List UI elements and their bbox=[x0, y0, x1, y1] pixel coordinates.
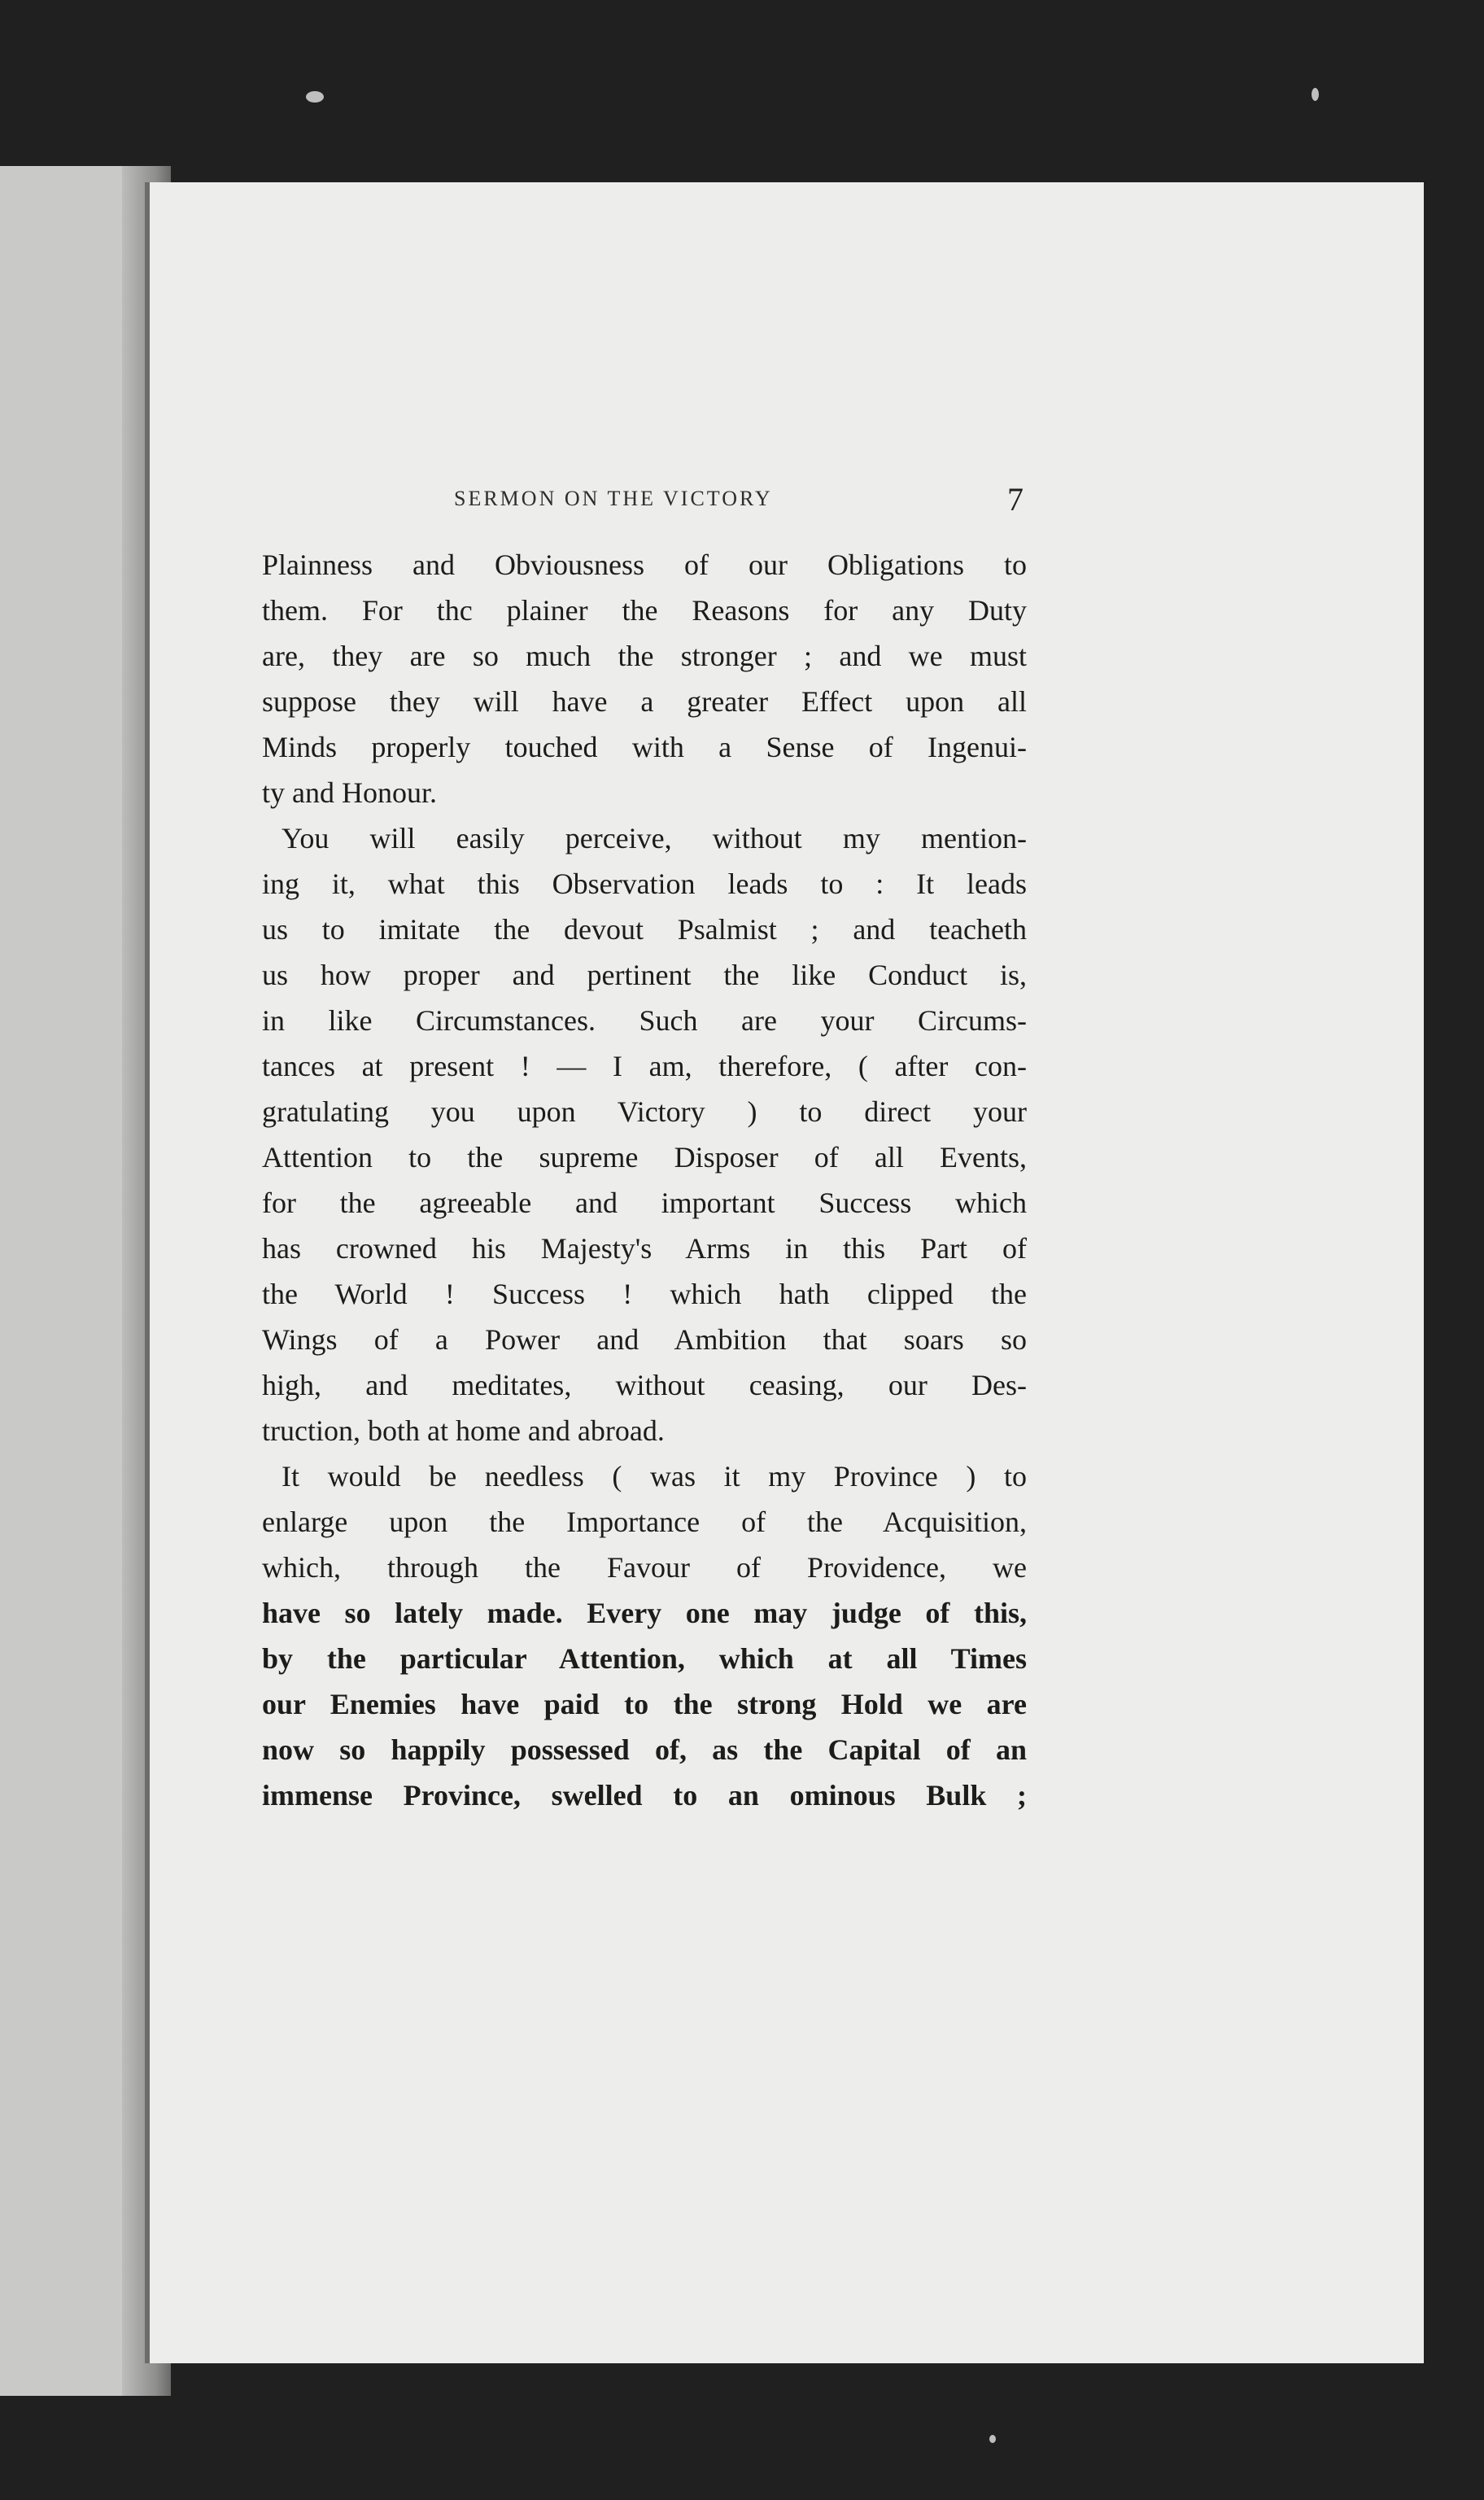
text-line: Plainness and Obviousness of our Obligations to bbox=[262, 549, 1027, 581]
text-line: by the particular Attention, which at all Times bbox=[262, 1642, 1027, 1675]
text-line: are, they are so much the stronger ; and we must bbox=[262, 640, 1027, 672]
text-line: enlarge upon the Importance of the Acquisition, bbox=[262, 1506, 1027, 1538]
text-line: suppose they will have a greater Effect upon all bbox=[262, 685, 1027, 718]
text-line: immense Province, swelled to an ominous Bulk ; bbox=[262, 1779, 1027, 1812]
text-line: in like Circumstances. Such are your Circums- bbox=[262, 1004, 1027, 1037]
text-line: which, through the Favour of Providence, we bbox=[262, 1551, 1027, 1584]
text-line: truction, both at home and abroad. bbox=[262, 1414, 665, 1447]
running-title: SERMON ON THE VICTORY bbox=[454, 487, 773, 510]
text-line: now so happily possessed of, as the Capital of an bbox=[262, 1733, 1027, 1766]
film-speck bbox=[1312, 88, 1319, 101]
text-line: has crowned his Majesty's Arms in this Part of bbox=[262, 1232, 1027, 1265]
text-line: us how proper and pertinent the like Conduct is, bbox=[262, 959, 1027, 991]
text-line: for the agreeable and important Success which bbox=[262, 1187, 1027, 1219]
text-line: Attention to the supreme Disposer of all Events, bbox=[262, 1141, 1027, 1174]
text-line: Minds properly touched with a Sense of Ingenui- bbox=[262, 731, 1027, 763]
text-line: ty and Honour. bbox=[262, 776, 437, 809]
text-line: gratulating you upon Victory ) to direct your bbox=[262, 1095, 1027, 1128]
body-text bbox=[262, 542, 1027, 1818]
text-line: them. For thc plainer the Reasons for any Duty bbox=[262, 594, 1027, 627]
text-line: ing it, what this Observation leads to : It leads bbox=[262, 868, 1027, 900]
text-line: You will easily perceive, without my mention- bbox=[282, 822, 1027, 854]
text-line: Wings of a Power and Ambition that soars so bbox=[262, 1323, 1027, 1356]
text-line: high, and meditates, without ceasing, our Des- bbox=[262, 1369, 1027, 1401]
film-speck bbox=[306, 91, 324, 103]
text-line: tances at present ! — I am, therefore, ( after con- bbox=[262, 1050, 1027, 1082]
text-line: It would be needless ( was it my Province ) to bbox=[282, 1460, 1027, 1493]
text-line: our Enemies have paid to the strong Hold we are bbox=[262, 1688, 1027, 1720]
text-line: the World ! Success ! which hath clipped the bbox=[262, 1278, 1027, 1310]
film-speck bbox=[989, 2435, 996, 2443]
text-line: us to imitate the devout Psalmist ; and teacheth bbox=[262, 913, 1027, 946]
page-number: 7 bbox=[1007, 481, 1024, 518]
running-head bbox=[301, 481, 1024, 518]
text-line: have so lately made. Every one may judge of this, bbox=[262, 1597, 1027, 1629]
